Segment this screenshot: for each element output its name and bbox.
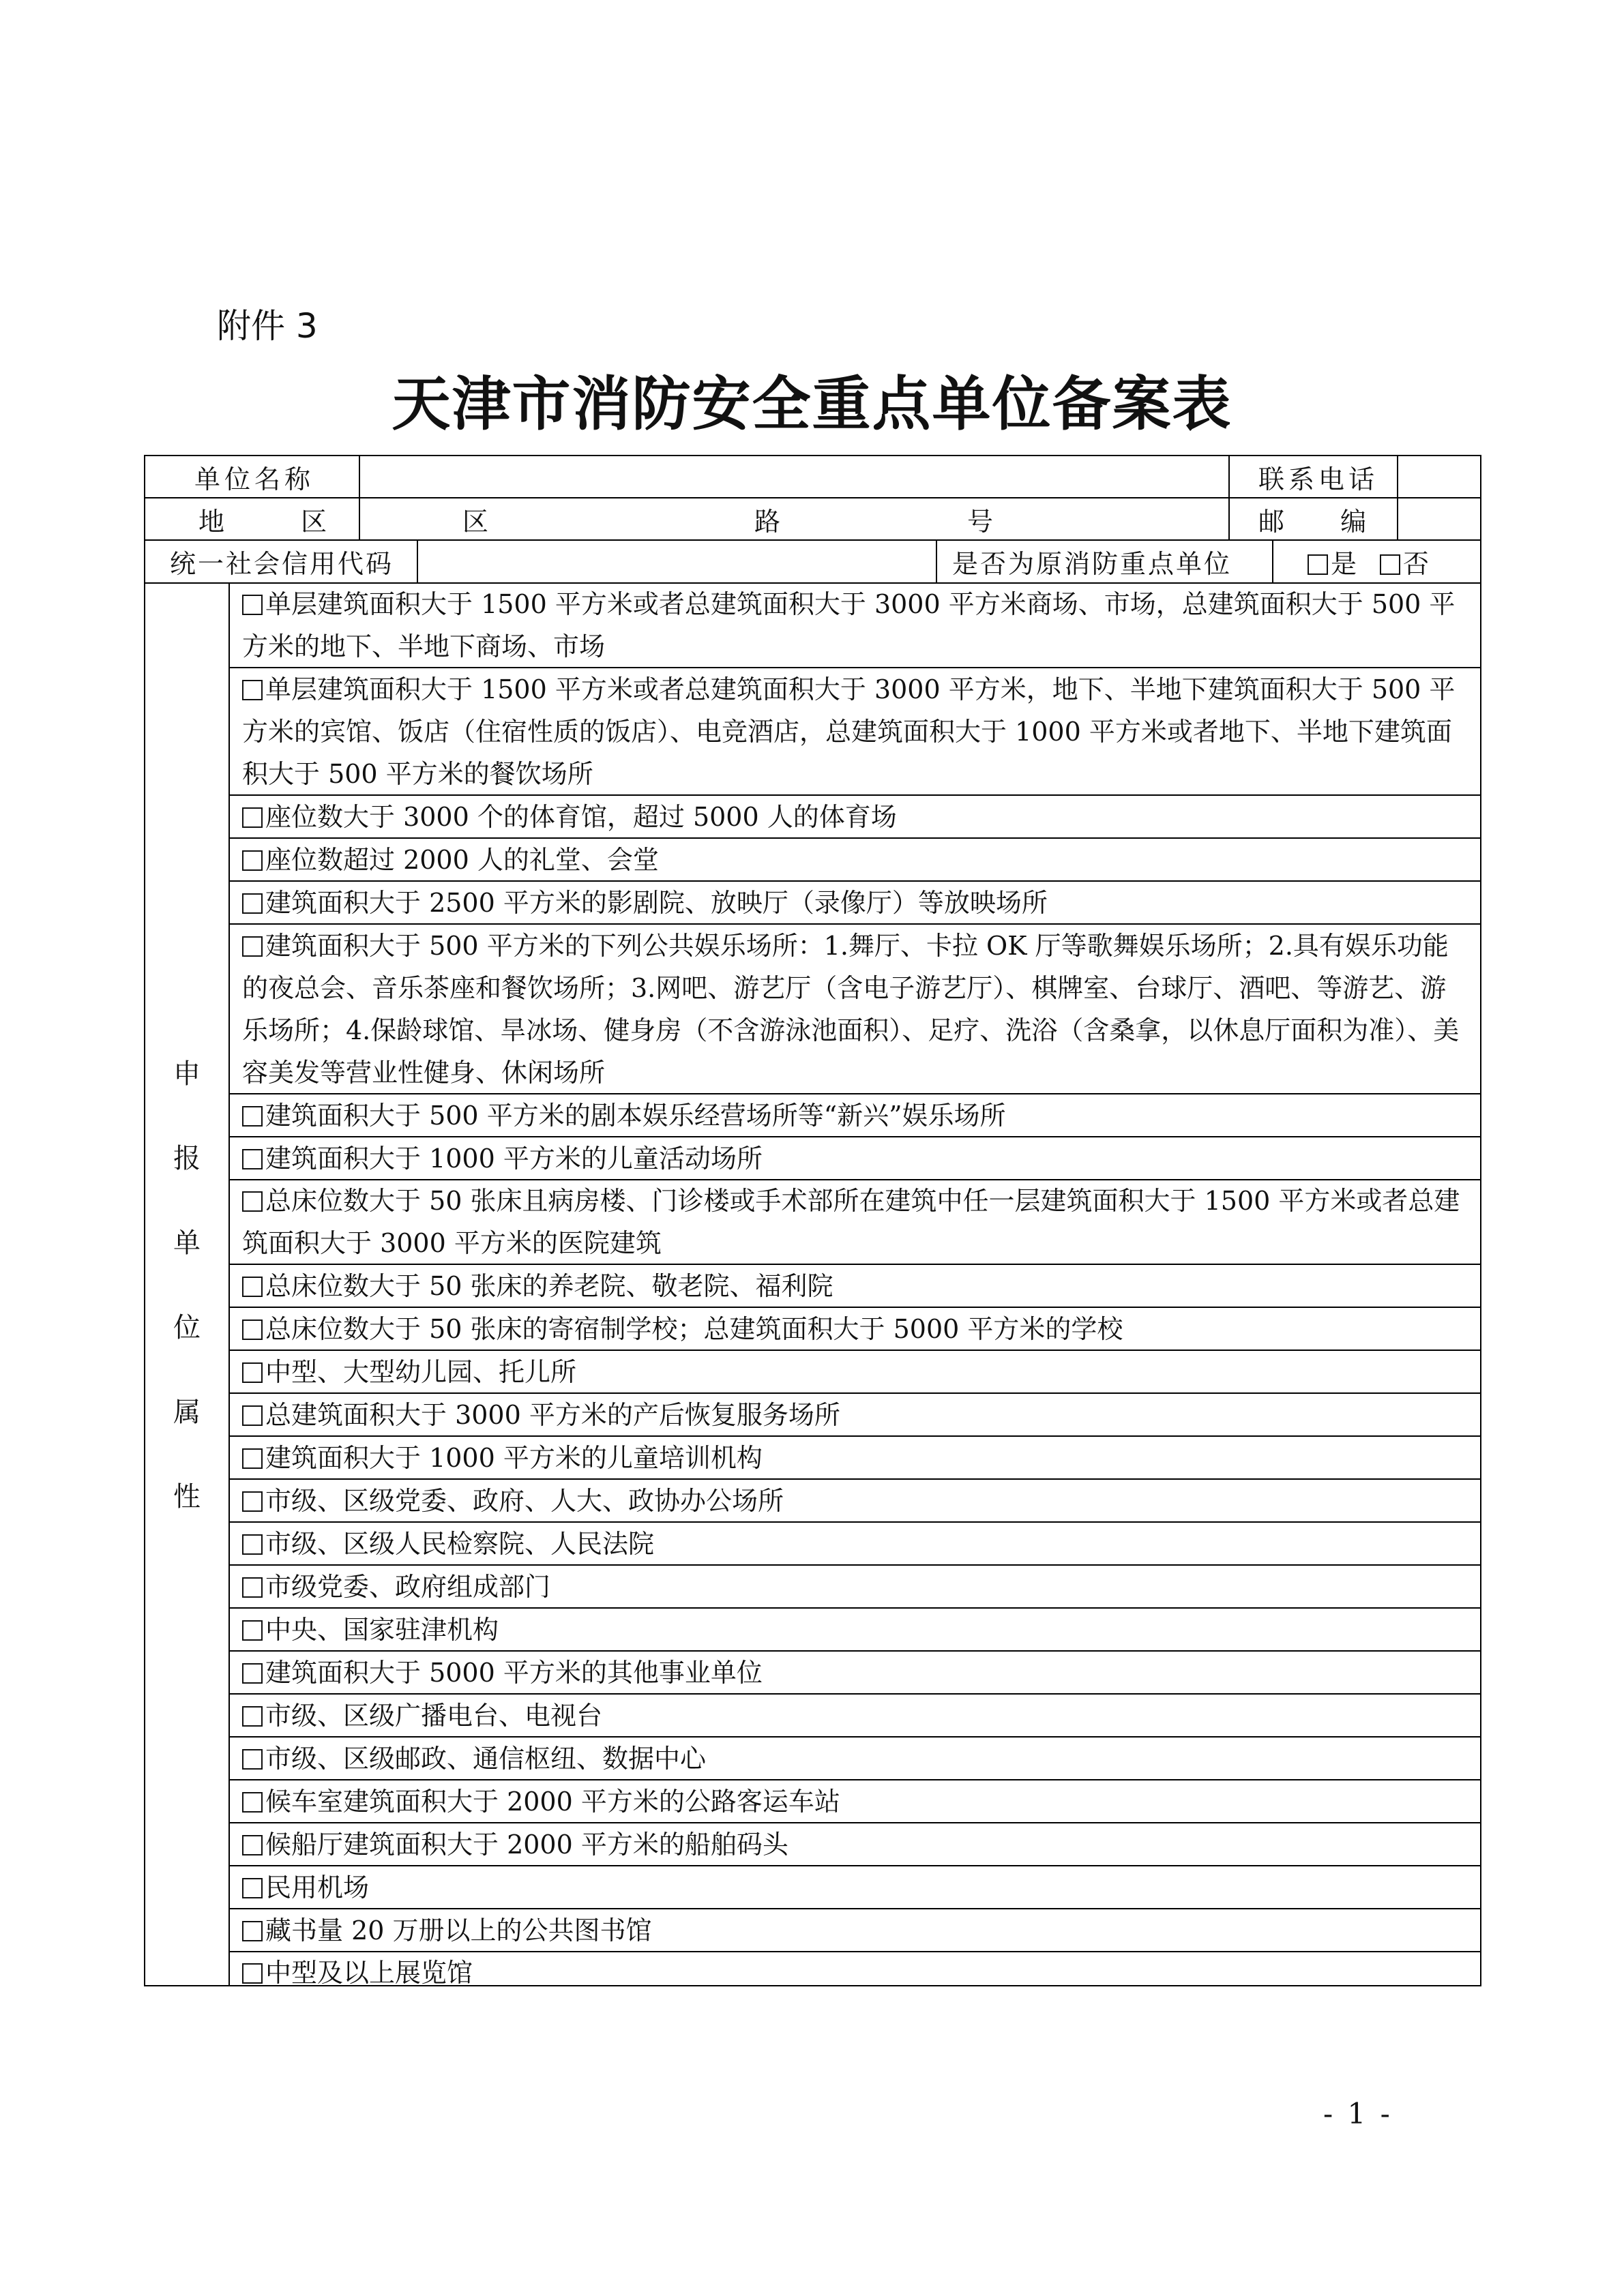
attribute-row[interactable]: [230, 1780, 1481, 1823]
attachment-label: 附件 3: [217, 306, 318, 346]
attribute-row[interactable]: [230, 1952, 1481, 1993]
attribute-row[interactable]: [230, 1523, 1481, 1566]
attribute-label: 座位数超过 2000 人的礼堂、会堂: [265, 844, 659, 875]
no-checkbox-icon[interactable]: [1380, 554, 1400, 575]
attribute-label: 候船厅建筑面积大于 2000 平方米的船舶码头: [265, 1829, 788, 1860]
attribute-option: [242, 1308, 1123, 1350]
attribute-row[interactable]: [230, 1566, 1481, 1609]
checkbox-icon[interactable]: [242, 1362, 263, 1383]
attribute-label: 单层建筑面积大于 1500 平方米或者总建筑面积大于 3000 平方米商场、市场，总建筑面积大于 500 平方米的地下、半地下商场、市场: [242, 589, 1456, 661]
postcode-label: 邮 编: [1228, 498, 1397, 539]
attribute-row[interactable]: [230, 839, 1481, 882]
attribute-row[interactable]: [230, 1437, 1481, 1480]
attribute-option: [242, 1866, 369, 1909]
attribute-row[interactable]: [230, 1480, 1481, 1523]
attribute-label: 市级、区级党委、政府、人大、政协办公场所: [265, 1485, 784, 1516]
region-road: 路: [754, 506, 781, 537]
attribute-option: [242, 1523, 654, 1565]
attribute-label: 中型及以上展览馆: [265, 1958, 473, 1988]
attr-label-char: 性: [173, 1480, 201, 1512]
attribute-row[interactable]: [230, 1738, 1481, 1780]
attribute-option: [242, 1823, 788, 1866]
attribute-option: [242, 1094, 1006, 1137]
checkbox-icon[interactable]: [242, 1706, 263, 1727]
checkbox-icon[interactable]: [242, 1405, 263, 1426]
attribute-option: [242, 882, 1048, 924]
phone-field[interactable]: [1397, 456, 1481, 497]
attribute-label: 单层建筑面积大于 1500 平方米或者总建筑面积大于 3000 平方米，地下、半地下建筑面积大于 500 平方米的宾馆、饭店（住宿性质的饭店）、电竞酒店，总建筑面积大于 1000 平方米或者地下、半地下建筑面积大于 500 平方米的餐饮场所: [242, 674, 1456, 789]
checkbox-icon[interactable]: [242, 680, 263, 700]
attribute-row[interactable]: [230, 1308, 1481, 1351]
checkbox-icon[interactable]: [242, 807, 263, 828]
attribute-row[interactable]: [230, 1652, 1481, 1695]
row-credit-code: [145, 541, 1480, 584]
checkbox-icon[interactable]: [242, 1320, 263, 1340]
attribute-label: 中型、大型幼儿园、托儿所: [265, 1356, 577, 1387]
attribute-label: 民用机场: [265, 1872, 370, 1903]
attribute-option: [242, 1480, 784, 1522]
attribute-row[interactable]: [230, 1394, 1481, 1437]
attribute-label: 建筑面积大于 1000 平方米的儿童培训机构: [265, 1442, 763, 1473]
attribute-option: [242, 1738, 706, 1780]
attribute-row[interactable]: [230, 1909, 1481, 1952]
attribute-label: 候车室建筑面积大于 2000 平方米的公路客运车站: [265, 1786, 840, 1817]
option-no[interactable]: 否: [1380, 543, 1429, 580]
checkbox-icon[interactable]: [242, 1577, 263, 1598]
checkbox-icon[interactable]: [242, 893, 263, 914]
checkbox-icon[interactable]: [242, 1448, 263, 1469]
attribute-row[interactable]: [230, 1695, 1481, 1738]
checkbox-icon[interactable]: [242, 1149, 263, 1169]
checkbox-icon[interactable]: [242, 850, 263, 871]
attribute-option: [242, 1351, 576, 1393]
attribute-label: 座位数大于 3000 个的体育馆，超过 5000 人的体育场: [265, 801, 897, 832]
attribute-label: 总床位数大于 50 张床的寄宿制学校；总建筑面积大于 5000 平方米的学校: [265, 1313, 1123, 1344]
attribute-option: [242, 1695, 602, 1737]
attribute-row[interactable]: [230, 1180, 1481, 1265]
attribute-option: [242, 1180, 1468, 1264]
attr-label-char: 属: [173, 1396, 201, 1428]
attribute-label: 建筑面积大于 2500 平方米的影剧院、放映厅（录像厅）等放映场所: [265, 887, 1048, 918]
attribute-option: [242, 1566, 550, 1608]
attribute-row[interactable]: [230, 1866, 1481, 1909]
attribute-row[interactable]: [230, 1137, 1481, 1180]
attribute-option: [242, 796, 897, 838]
attribute-label: 总建筑面积大于 3000 平方米的产后恢复服务场所: [265, 1399, 840, 1430]
attribute-label: 市级、区级广播电台、电视台: [265, 1700, 603, 1731]
attribute-option: [242, 1909, 652, 1952]
unit-attribute-section: [145, 584, 1480, 1986]
checkbox-icon[interactable]: [242, 1749, 263, 1770]
option-yes[interactable]: 是: [1308, 543, 1357, 580]
checkbox-icon[interactable]: [242, 1191, 263, 1212]
attribute-option: [242, 1437, 763, 1479]
attribute-option: [242, 1137, 763, 1180]
attribute-option: [242, 1652, 763, 1694]
region-district: 区: [462, 506, 489, 537]
attr-label-char: 单: [173, 1227, 201, 1259]
former-key-unit-options: [1272, 541, 1481, 582]
checkbox-icon[interactable]: [242, 1835, 263, 1855]
unit-name-field[interactable]: [359, 456, 1228, 497]
attribute-option: [242, 668, 1468, 795]
attribute-row[interactable]: [230, 668, 1481, 796]
attribute-option: [242, 1609, 499, 1651]
attribute-label: 总床位数大于 50 张床的养老院、敬老院、福利院: [265, 1270, 833, 1301]
attribute-label: 建筑面积大于 500 平方米的下列公共娱乐场所：1.舞厅、卡拉 OK 厅等歌舞娱乐场所；2.具有娱乐功能的夜总会、音乐茶座和餐饮场所；3.网吧、游艺厅（含电子游艺厅）、棋牌室、台球厅、酒吧、等游艺、游乐场所；4.保龄球馆、旱冰场、健身房（不含游泳池面积）、足疗、洗浴（含桑拿，以休息厅面积为准）、美容美发等营业性健身、休闲场所: [242, 930, 1460, 1088]
credit-code-field[interactable]: [417, 541, 936, 582]
checkbox-icon[interactable]: [242, 1792, 263, 1813]
checkbox-icon[interactable]: [242, 1878, 263, 1898]
attribute-option: [242, 1394, 840, 1436]
attribute-option: [242, 583, 1468, 668]
attribute-option: [242, 839, 659, 881]
attr-label-char: 报: [173, 1142, 201, 1174]
attribute-option: [242, 1780, 840, 1823]
attribute-option: [242, 1265, 833, 1307]
attribute-label: 藏书量 20 万册以上的公共图书馆: [265, 1915, 652, 1945]
region-number: 号: [967, 506, 994, 537]
row-region: [145, 498, 1480, 541]
attribute-row[interactable]: [230, 1265, 1481, 1308]
attribute-label: 建筑面积大于 1000 平方米的儿童活动场所: [265, 1143, 763, 1174]
attribute-option: [242, 925, 1468, 1094]
attribute-row[interactable]: [230, 925, 1481, 1094]
attribute-label: 市级、区级邮政、通信枢纽、数据中心: [265, 1743, 707, 1774]
attribute-label: 市级、区级人民检察院、人民法院: [265, 1528, 655, 1559]
attribute-option: [242, 1952, 473, 1994]
attr-label-char: 位: [173, 1311, 201, 1343]
region-field[interactable]: [359, 498, 1228, 539]
phone-label: 联系电话: [1228, 456, 1397, 497]
checkbox-icon[interactable]: [242, 1963, 263, 1984]
checkbox-icon[interactable]: [242, 1491, 263, 1512]
attribute-row[interactable]: [230, 1351, 1481, 1394]
unit-attribute-label: [145, 584, 230, 1986]
postcode-field[interactable]: [1397, 498, 1481, 539]
region-label: 地 区: [198, 506, 327, 537]
filing-form: [144, 455, 1481, 1986]
attribute-row[interactable]: [230, 1094, 1481, 1137]
attr-label-char: 申: [173, 1058, 201, 1090]
checkbox-icon[interactable]: [242, 1620, 263, 1641]
attribute-label: 建筑面积大于 5000 平方米的其他事业单位: [265, 1657, 763, 1688]
credit-code-label: 统一社会信用代码: [170, 549, 394, 579]
attribute-label: 中央、国家驻津机构: [265, 1614, 499, 1645]
attribute-row[interactable]: [230, 1823, 1481, 1866]
checkbox-icon[interactable]: [242, 1534, 263, 1555]
unit-name-label: 单位名称: [194, 464, 315, 494]
form-title: 天津市消防安全重点单位备案表: [392, 370, 1232, 438]
checkbox-icon[interactable]: [242, 1663, 263, 1684]
attribute-row[interactable]: [230, 584, 1481, 668]
attribute-row[interactable]: [230, 882, 1481, 925]
checkbox-icon[interactable]: [242, 1106, 263, 1127]
attribute-label: 建筑面积大于 500 平方米的剧本娱乐经营场所等“新兴”娱乐场所: [265, 1100, 1006, 1131]
checkbox-icon[interactable]: [242, 1921, 263, 1941]
checkbox-icon[interactable]: [242, 1277, 263, 1297]
checkbox-icon[interactable]: [242, 595, 263, 615]
yes-checkbox-icon[interactable]: [1308, 554, 1328, 575]
attribute-row[interactable]: [230, 1609, 1481, 1652]
attribute-row[interactable]: [230, 796, 1481, 839]
checkbox-icon[interactable]: [242, 936, 263, 957]
attribute-label: 市级党委、政府组成部门: [265, 1571, 551, 1602]
row-unit-name: [145, 456, 1480, 498]
former-key-unit-label: 是否为原消防重点单位: [936, 541, 1272, 582]
attribute-label: 总床位数大于 50 张床且病房楼、门诊楼或手术部所在建筑中任一层建筑面积大于 1500 平方米或者总建筑面积大于 3000 平方米的医院建筑: [242, 1186, 1460, 1258]
page-number: - 1 -: [1323, 2097, 1393, 2130]
